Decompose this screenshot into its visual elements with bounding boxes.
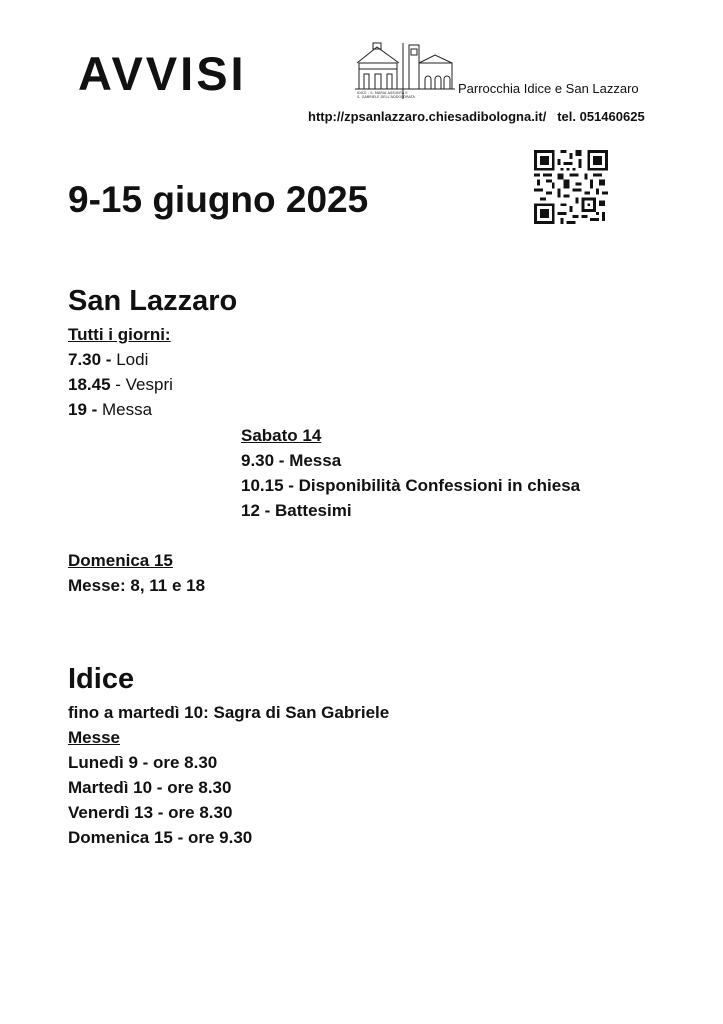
daily-heading: Tutti i giorni: [68,325,171,344]
idice-mass-item: Lunedì 9 - ore 8.30 [68,753,218,772]
parish-logo [355,41,455,99]
date-range: 9-15 giugno 2025 [68,179,369,220]
saturday-item: 12 - Battesimi [241,501,352,520]
daily-item-label: Lodi [111,350,149,369]
idice-mass-item: Domenica 15 - ore 9.30 [68,828,253,847]
logo-caption-line2: S. GABRIELE DELL'ADDOLORATA [357,95,415,99]
idice-masses-heading: Messe [68,728,120,747]
daily-item [68,347,148,372]
daily-item [68,397,152,422]
saturday-heading: Sabato 14 [241,426,322,445]
sunday-masses: Messe: 8, 11 e 18 [68,576,206,595]
website-link[interactable]: http://zpsanlazzaro.chiesadibologna.it/ [308,109,547,124]
page-title: AVVISI [78,47,247,100]
idice-note: fino a martedì 10: Sagra di San Gabriele [68,703,390,722]
phone-number: tel. 051460625 [557,109,645,124]
contact-line [308,109,645,125]
daily-item-time: 7.30 - [68,350,112,369]
daily-item-label: Messa [97,400,153,419]
saturday-item: 10.15 - Disponibilità Confessioni in chiesa [241,476,581,495]
daily-item [68,372,173,397]
daily-item-time: 18.45 [68,375,111,394]
section-idice-heading: Idice [68,663,135,695]
daily-item-time: 19 - [68,400,98,419]
saturday-item: 9.30 - Messa [241,451,342,470]
sunday-heading: Domenica 15 [68,551,173,570]
idice-mass-item: Martedì 10 - ore 8.30 [68,778,232,797]
qr-code[interactable] [534,150,608,224]
logo-caption-line1: IDICE - S. MARIA ASSUNTA E [357,91,408,95]
section-san-lazzaro-heading: San Lazzaro [68,285,238,317]
idice-mass-item: Venerdì 13 - ore 8.30 [68,803,233,822]
daily-item-label: - Vespri [110,375,173,394]
parish-name: Parrocchia Idice e San Lazzaro [458,81,639,96]
